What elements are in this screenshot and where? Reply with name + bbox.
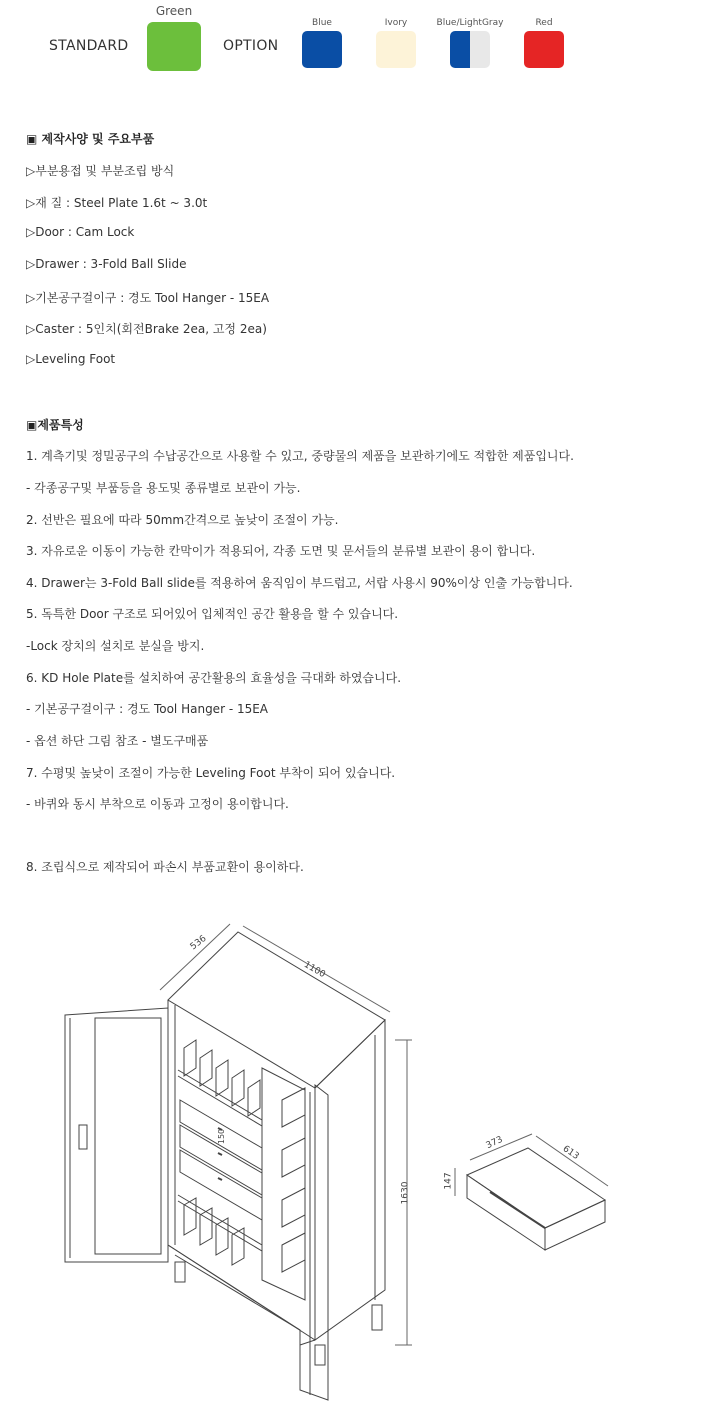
feature-item: 1. 계측기및 정밀공구의 수납공간으로 사용할 수 있고, 중량물의 제품을 보관하기에도 적합한 제품입니다.	[26, 449, 574, 463]
feature-item: 3. 자유로운 이동이 가능한 칸막이가 적용되어, 각종 도면 및 문서들의 분류별 보관이 용이 합니다.	[26, 544, 536, 558]
green-swatch[interactable]	[147, 22, 201, 71]
blue-lightgray-swatch[interactable]	[450, 31, 490, 68]
spec-item: ▷기본공구걸이구 : 경도 Tool Hanger - 15EA	[26, 291, 270, 305]
dim-drawer-width: 613	[560, 1144, 581, 1162]
cabinet-top	[168, 932, 385, 1088]
dividers-lower	[184, 1198, 244, 1265]
standard-label: STANDARD	[49, 38, 129, 54]
blue-lightgray-swatch-name: Blue/LightGray	[436, 18, 504, 28]
feature-item: - 옵션 하단 그림 참조 - 별도구매품	[26, 734, 209, 748]
feature-item: - 바퀴와 동시 부착으로 이동과 고정이 용이합니다.	[26, 797, 289, 811]
feature-item: -Lock 장치의 설치로 분실을 방지.	[26, 639, 205, 653]
spec-item: ▷Drawer : 3-Fold Ball Slide	[26, 257, 187, 271]
spec-item: ▷Caster : 5인치(회전Brake 2ea, 고정 2ea)	[26, 322, 267, 336]
option-label: OPTION	[223, 38, 279, 54]
dim-cabinet-height: 1630	[400, 1181, 411, 1205]
green-swatch-name: Green	[155, 4, 193, 18]
spec-item: ▷Door : Cam Lock	[26, 225, 135, 239]
feature-item: 4. Drawer는 3-Fold Ball slide를 적용하여 움직임이 부드럽고, 서랍 사용시 90%이상 인출 가능합니다.	[26, 576, 573, 590]
red-swatch-name: Red	[535, 18, 553, 28]
drawer-mark: 150	[217, 1128, 227, 1145]
spec-item: ▷재 질 : Steel Plate 1.6t ~ 3.0t	[26, 196, 208, 210]
right-door	[300, 1085, 328, 1400]
casters	[175, 1262, 382, 1365]
dimension-lines	[160, 924, 412, 1345]
left-door	[65, 1008, 168, 1262]
ivory-swatch-name: Ivory	[384, 18, 408, 28]
dim-drawer-height: 147	[443, 1172, 454, 1190]
dim-cabinet-depth: 536	[188, 933, 209, 953]
spec-item: ▷Leveling Foot	[26, 352, 116, 366]
feature-item: - 각종공구및 부품등을 용도및 종류별로 보관이 가능.	[26, 481, 301, 495]
feature-item: 2. 선반은 필요에 따라 50mm간격으로 높낮이 조절이 가능.	[26, 513, 339, 527]
dividers-upper	[184, 1040, 260, 1116]
feature-item: 6. KD Hole Plate를 설치하여 공간활용의 효율성을 극대화 하였습니다.	[26, 671, 402, 685]
dim-cabinet-width: 1100	[302, 959, 327, 981]
blue-swatch-name: Blue	[312, 18, 332, 28]
specs-heading: ▣ 제작사양 및 주요부품	[26, 132, 155, 146]
shelf-upper	[178, 1070, 262, 1126]
drawer-detail	[455, 1134, 608, 1250]
spec-item: ▷부분용접 및 부분조립 방식	[26, 164, 175, 178]
cabinet-technical-drawing	[0, 920, 709, 1417]
feature-item: - 기본공구걸이구 : 경도 Tool Hanger - 15EA	[26, 702, 269, 716]
blue-swatch[interactable]	[302, 31, 342, 68]
red-swatch[interactable]	[524, 31, 564, 68]
ivory-swatch[interactable]	[376, 31, 416, 68]
feature-item: 8. 조립식으로 제작되어 파손시 부품교환이 용이하다.	[26, 860, 304, 874]
feature-item: 7. 수평및 높낮이 조절이 가능한 Leveling Foot 부착이 되어 있습니다.	[26, 766, 396, 780]
features-heading: ▣제품특성	[26, 418, 84, 432]
cabinet-front-frame	[168, 1000, 315, 1340]
dim-drawer-depth: 373	[484, 1134, 505, 1152]
feature-item: 5. 독특한 Door 구조로 되어있어 입체적인 공간 활용을 할 수 있습니다.	[26, 607, 399, 621]
drawers	[180, 1100, 262, 1220]
inner-hole-plate	[262, 1068, 305, 1300]
